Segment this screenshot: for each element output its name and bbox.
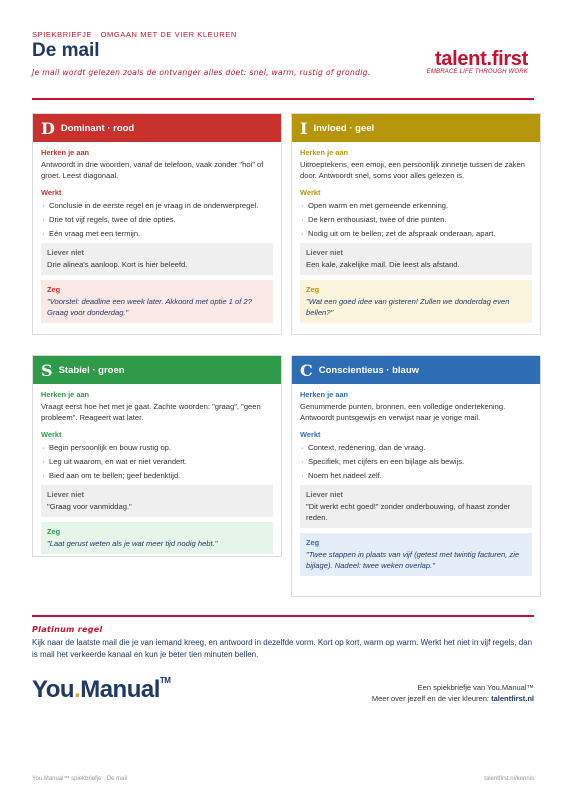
- werkt-list: [300, 200, 532, 239]
- zeg-box: [41, 522, 273, 554]
- list-item: · Noem het nadeel zelf.: [301, 471, 382, 480]
- zeg-quote: "Laat gerust weten als je wat meer tijd nodig hebt.": [47, 539, 218, 548]
- card-header: [292, 356, 540, 384]
- eyebrow: SPIEKBRIEFJE · OMGAAN MET DE VIER KLEUREN: [32, 30, 237, 39]
- page-footer-right[interactable]: talentfirst.nl/kennis: [484, 776, 534, 782]
- divider: [32, 98, 534, 100]
- list-item: · Bied aan om te bellen; geef bedenktijd.: [42, 471, 181, 480]
- werkt-list: [41, 200, 273, 239]
- herken-label: Herken je aan: [41, 148, 90, 157]
- card-stabiel: [32, 355, 282, 557]
- list-item: · Leg uit waarom, en wat er niet verandert.: [42, 457, 188, 466]
- werkt-label: Werkt: [41, 188, 62, 197]
- card-conscientieus: [291, 355, 541, 597]
- platinum-rule: [32, 625, 534, 661]
- list-item: · Nodig uit om te bellen; zet de afspraak onderaan, apart.: [301, 229, 496, 238]
- credit-line: Een spiekbriefje van You.Manual™: [417, 683, 534, 692]
- you-manual-logo: You.Manual™: [32, 676, 171, 703]
- zeg-quote: "Twee stappen in plaats van vijf (getest met twintig facturen, zie bijlage). Nadeel: twee weken overlap.": [306, 550, 520, 570]
- list-item: · De kern enthousiast, twee of drie punten.: [301, 215, 447, 224]
- werkt-label: Werkt: [41, 430, 62, 439]
- werkt-label: Werkt: [300, 430, 321, 439]
- zeg-quote: "Wat een goed idee van gisteren! Zullen we donderdag even bellen?": [306, 297, 510, 317]
- page-title: De mail: [32, 40, 100, 61]
- herken-label: Herken je aan: [300, 390, 349, 399]
- zeg-label: Zeg: [306, 538, 320, 547]
- platinum-text: Kijk naar de laatste mail die je van iemand kreeg, en antwoord in dezelfde vorm. Kort op kort, warm op warm. Werkt het niet in vijf regels, dan is mail het verkeerde kanaal en kun je beter tien minuten bellen.: [32, 638, 533, 659]
- herken-text: Uitroeptekens, een emoji, een persoonlijk zinnetje tussen de zaken door. Antwoordt snel, soms voor alles gelezen is.: [300, 160, 525, 180]
- zeg-label: Zeg: [306, 285, 320, 294]
- herken-text: Vraagt eerst hoe het met je gaat. Zachte woorden: "graag", "geen probleem". Reageert wat later.: [41, 402, 261, 422]
- zeg-box: [300, 533, 532, 576]
- zeg-box: [300, 280, 532, 323]
- zeg-box: [41, 280, 273, 323]
- herken-text: Antwoordt in drie woorden, vanaf de telefoon, vaak zonder "hoi" of groet. Leest diagonaal.: [41, 160, 264, 180]
- herken-label: Herken je aan: [300, 148, 349, 157]
- list-item: · Conclusie in de eerste regel en je vraag in de onderwerpregel.: [42, 201, 259, 210]
- liever-niet-box: [300, 485, 532, 528]
- liever-text: Een kale, zakelijke mail. Die leest als afstand.: [306, 260, 460, 269]
- list-item: · Specifiek, met cijfers en een bijlage als bewijs.: [301, 457, 465, 466]
- divider: [32, 615, 534, 617]
- liever-label: Liever niet: [306, 490, 343, 499]
- werkt-label: Werkt: [300, 188, 321, 197]
- liever-label: Liever niet: [47, 248, 84, 257]
- footer-credit: [372, 682, 534, 704]
- tagline: Je mail wordt gelezen zoals de ontvanger alles doet: snel, warm, rustig of grondig.: [32, 68, 371, 77]
- liever-text: Drie alinea's aanloop. Kort is hier beleefd.: [47, 260, 188, 269]
- list-item: · Drie tot vijf regels, twee of drie opties.: [42, 215, 176, 224]
- more-info-line: Meer over jezelf en de vier kleuren: talentfirst.nl: [371, 694, 534, 703]
- list-item: · Eén vraag met een termijn.: [42, 229, 141, 238]
- talentfirst-link[interactable]: talentfirst.nl: [491, 694, 534, 703]
- werkt-list: [41, 442, 273, 481]
- zeg-quote: "Voorstel: deadline een week later. Akkoord met optie 1 of 2? Graag voor donderdag.": [47, 297, 252, 317]
- liever-niet-box: [41, 243, 273, 275]
- logo-main-text: talent.first: [434, 48, 528, 70]
- card-header: [292, 114, 540, 142]
- liever-text: "Graag voor vanmiddag.": [47, 502, 132, 511]
- page-footer-left: You.Manual™ spiekbriefje · De mail: [32, 776, 128, 782]
- herken-label: Herken je aan: [41, 390, 90, 399]
- zeg-label: Zeg: [47, 285, 61, 294]
- logo-sub-text: EMBRACE LIFE THROUGH WORK: [426, 69, 528, 75]
- card-dominant: [32, 113, 282, 335]
- card-letter: C: [300, 360, 313, 380]
- herken-text: Genummerde punten, bronnen, een volledige ondertekening. Antwoordt puntsgewijs en verwijst naar je vorige mail.: [300, 402, 506, 422]
- card-header: [33, 114, 281, 142]
- card-letter: D: [41, 118, 55, 138]
- list-item: · Open warm en met gemeende erkenning.: [301, 201, 449, 210]
- card-title: Invloed · geel: [313, 122, 375, 134]
- liever-niet-box: [41, 485, 273, 517]
- zeg-label: Zeg: [47, 527, 61, 536]
- liever-niet-box: [300, 243, 532, 275]
- card-header: [33, 356, 281, 384]
- header: [32, 30, 534, 98]
- liever-text: "Dit werkt echt goed!" zonder onderbouwing, of haast zonder reden.: [306, 502, 511, 522]
- card-letter: I: [300, 118, 308, 138]
- liever-label: Liever niet: [47, 490, 84, 499]
- list-item: · Begin persoonlijk en bouw rustig op.: [42, 443, 171, 452]
- card-title: Conscientieus · blauw: [318, 364, 420, 376]
- card-invloed: [291, 113, 541, 335]
- platinum-label: Platinum regel: [32, 625, 103, 634]
- card-title: Dominant · rood: [60, 122, 135, 134]
- talentfirst-logo: [427, 48, 528, 75]
- list-item: · Context, redenering, dan de vraag.: [301, 443, 426, 452]
- card-letter: S: [41, 360, 53, 380]
- werkt-list: [300, 442, 532, 481]
- card-title: Stabiel · groen: [58, 364, 125, 376]
- liever-label: Liever niet: [306, 248, 343, 257]
